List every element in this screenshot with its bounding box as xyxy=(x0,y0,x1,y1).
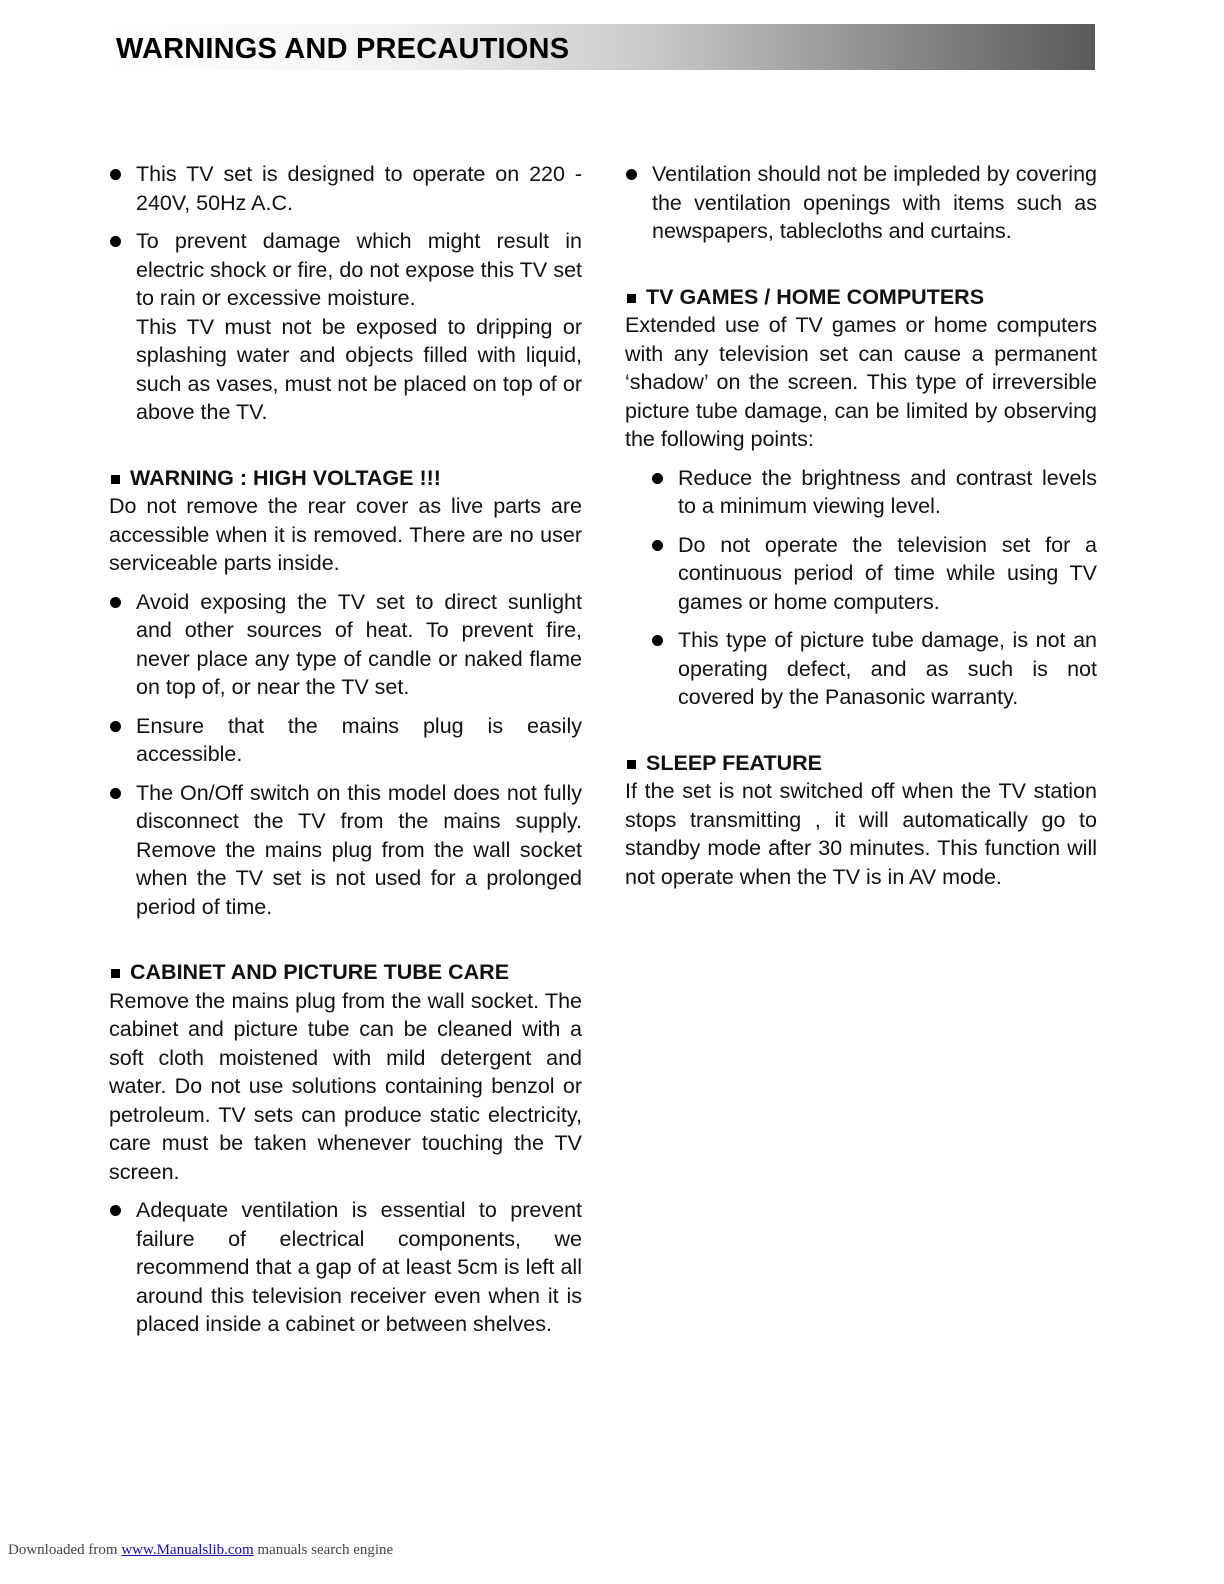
bullet-icon xyxy=(652,635,663,646)
left-column xyxy=(109,160,582,1349)
bullet-icon xyxy=(110,597,121,608)
section-heading-text: TV GAMES / HOME COMPUTERS xyxy=(646,284,985,309)
bullet-text: Reduce the brightness and contrast levels to a minimum viewing level. xyxy=(678,465,1097,518)
footer-prefix: Downloaded from xyxy=(8,1542,118,1558)
manualslib-link[interactable]: www.Manualslib.com xyxy=(121,1542,254,1558)
list-item xyxy=(625,160,1097,246)
page-title: WARNINGS AND PRECAUTIONS xyxy=(116,33,570,65)
bullet-text: Ensure that the mains plug is easily accessible. xyxy=(136,713,582,766)
section-heading-games xyxy=(625,283,1097,312)
bullet-text: Adequate ventilation is essential to prevent failure of electrical components, we recommend that a gap of at least 5cm is left all around this television receiver even when it is placed inside a cabinet or between shelves. xyxy=(136,1198,582,1336)
bullet-icon xyxy=(652,540,663,551)
bullet-icon xyxy=(110,169,121,180)
bullet-icon xyxy=(110,721,121,732)
bullet-text: This type of picture tube damage, is not an operating defect, and as such is not covered by the Panasonic warranty. xyxy=(678,628,1097,709)
bullet-text: The On/Off switch on this model does not fully disconnect the TV from the mains supply. Remove the mains plug from the wall socket when the TV set is not used for a prolonged period of time. xyxy=(136,780,582,919)
footer xyxy=(8,1542,393,1559)
list-item xyxy=(109,227,582,427)
square-bullet-icon xyxy=(111,475,120,484)
section-heading-text: CABINET AND PICTURE TUBE CARE xyxy=(130,960,510,984)
list-item xyxy=(651,464,1097,521)
bullet-icon xyxy=(110,1205,121,1216)
section-heading-cabinet xyxy=(109,958,582,987)
list-item xyxy=(109,779,582,922)
list-item xyxy=(109,712,582,769)
section-heading-text: SLEEP FEATURE xyxy=(646,750,823,775)
bullet-text: This TV set is designed to operate on 220 - 240V, 50Hz A.C. xyxy=(136,162,582,215)
warning-paragraph: Do not remove the rear cover as live parts are accessible when it is removed. There are no user serviceable parts inside. xyxy=(109,494,582,575)
bullet-text: Avoid exposing the TV set to direct sunlight and other sources of heat. To prevent fire, never place any type of candle or naked flame on top of, or near the TV set. xyxy=(136,589,582,699)
cabinet-paragraph: Remove the mains plug from the wall socket. The cabinet and picture tube can be cleaned with a soft cloth moistened with mild detergent and water. Do not use solutions containing benzol or petroleum. TV sets can produce static electricity, care must be taken whenever touching the TV screen. xyxy=(109,988,582,1184)
bullet-icon xyxy=(110,788,121,799)
square-bullet-icon xyxy=(627,760,636,769)
bullet-icon xyxy=(626,169,637,180)
bullet-icon xyxy=(110,236,121,247)
section-heading-text: WARNING : HIGH VOLTAGE !!! xyxy=(130,465,441,490)
square-bullet-icon xyxy=(627,294,636,303)
list-item xyxy=(109,1196,582,1339)
bullet-icon xyxy=(652,473,663,484)
list-item xyxy=(109,160,582,217)
sleep-paragraph: If the set is not switched off when the TV station stops transmitting , it will automatically go to standby mode after 30 minutes. This function will not operate when the TV is in AV mode. xyxy=(625,779,1097,889)
list-item xyxy=(651,626,1097,712)
bullet-text-continuation: This TV must not be exposed to dripping or splashing water and objects filled with liquid, such as vases, must not be placed on top of or above the TV. xyxy=(136,314,582,424)
section-heading-warning xyxy=(109,464,582,493)
footer-suffix: manuals search engine xyxy=(257,1542,394,1558)
header-bar xyxy=(108,24,1095,70)
games-paragraph: Extended use of TV games or home computers with any television set can cause a permanent ‘shadow’ on the screen. This type of irreversible picture tube damage, can be limited by observing the following points: xyxy=(625,313,1097,451)
bullet-text: Do not operate the television set for a continuous period of time while using TV games or home computers. xyxy=(678,532,1097,614)
square-bullet-icon xyxy=(111,969,120,978)
bullet-text: Ventilation should not be impleded by covering the ventilation openings with items such as newspapers, tablecloths and curtains. xyxy=(652,162,1097,243)
list-item xyxy=(651,531,1097,617)
right-column xyxy=(625,160,1097,901)
list-item xyxy=(109,588,582,702)
section-heading-sleep xyxy=(625,749,1097,778)
bullet-text: To prevent damage which might result in electric shock or fire, do not expose this TV set to rain or excessive moisture. xyxy=(136,229,582,310)
